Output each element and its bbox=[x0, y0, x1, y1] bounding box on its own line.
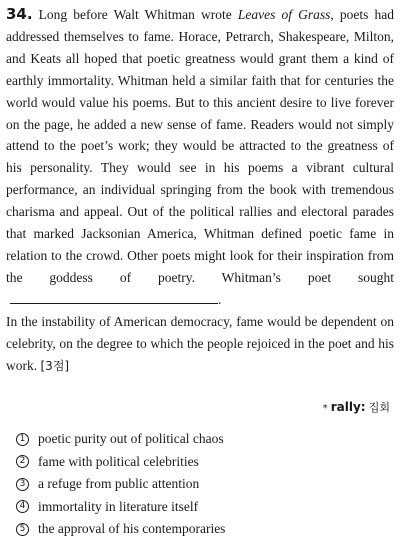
option-1-number: 1 bbox=[16, 433, 29, 446]
option-5-text: the approval of his contemporaries bbox=[38, 521, 226, 536]
answer-blank bbox=[10, 289, 218, 304]
footnote-colon: : bbox=[360, 400, 366, 414]
option-2[interactable] bbox=[16, 451, 396, 474]
footnote-meaning: 집회 bbox=[368, 401, 390, 414]
footnote bbox=[323, 399, 390, 415]
option-3-text: a refuge from public attention bbox=[38, 476, 200, 491]
question-number: 34. bbox=[6, 5, 33, 23]
footnote-marker: * bbox=[322, 403, 328, 414]
option-3-number: 3 bbox=[16, 478, 29, 491]
option-4-text: immortality in literature itself bbox=[38, 498, 199, 514]
footnote-term: rally bbox=[330, 400, 361, 414]
passage-text-2: , poets had addressed themselves to fame. Horace, Petrarch, Shakespeare, Milton, and Keats all hoped that poetic greatness would grant them a kind of earthly immortality. Whitman held a similar faith that for centuries the world would value his poems. But to this ancient desire to live forever on the page, he added a new sense of fame. Readers would not simply attend to the poet’s work; they would be attracted to the greatness of his personality. They would see in his poems a vibrant cultural performance, an individual springing from the book with tremendous charisma and appeal. Out of the political rallies and electoral parades that marked Jacksonian America, Whitman defined poetic fame in relation to the crowd. Other poets might look for their inspiration from the goddess of poetry. Whitman’s poet sought bbox=[6, 7, 394, 285]
answer-options bbox=[16, 428, 396, 541]
points-label: [3점] bbox=[40, 358, 70, 373]
option-1[interactable] bbox=[16, 428, 396, 451]
option-3[interactable] bbox=[16, 473, 396, 496]
option-2-text: fame with political celebrities bbox=[38, 453, 199, 469]
option-4[interactable] bbox=[16, 496, 396, 519]
passage-text-1: Long before Walt Whitman wrote bbox=[38, 7, 238, 22]
option-2-number: 2 bbox=[16, 455, 29, 468]
option-1-text: poetic purity out of political chaos bbox=[38, 431, 224, 446]
passage-text-3: In the instability of American democracy, fame would be dependent on celebrity, on the degree to which the people rejoiced in the poet and his work. bbox=[6, 313, 394, 373]
option-4-number: 4 bbox=[16, 500, 29, 513]
option-5-number: 5 bbox=[16, 523, 29, 536]
blank-period: . bbox=[218, 291, 222, 307]
book-title: Leaves of Grass bbox=[237, 7, 331, 22]
option-5[interactable] bbox=[16, 518, 396, 541]
passage bbox=[6, 4, 394, 377]
